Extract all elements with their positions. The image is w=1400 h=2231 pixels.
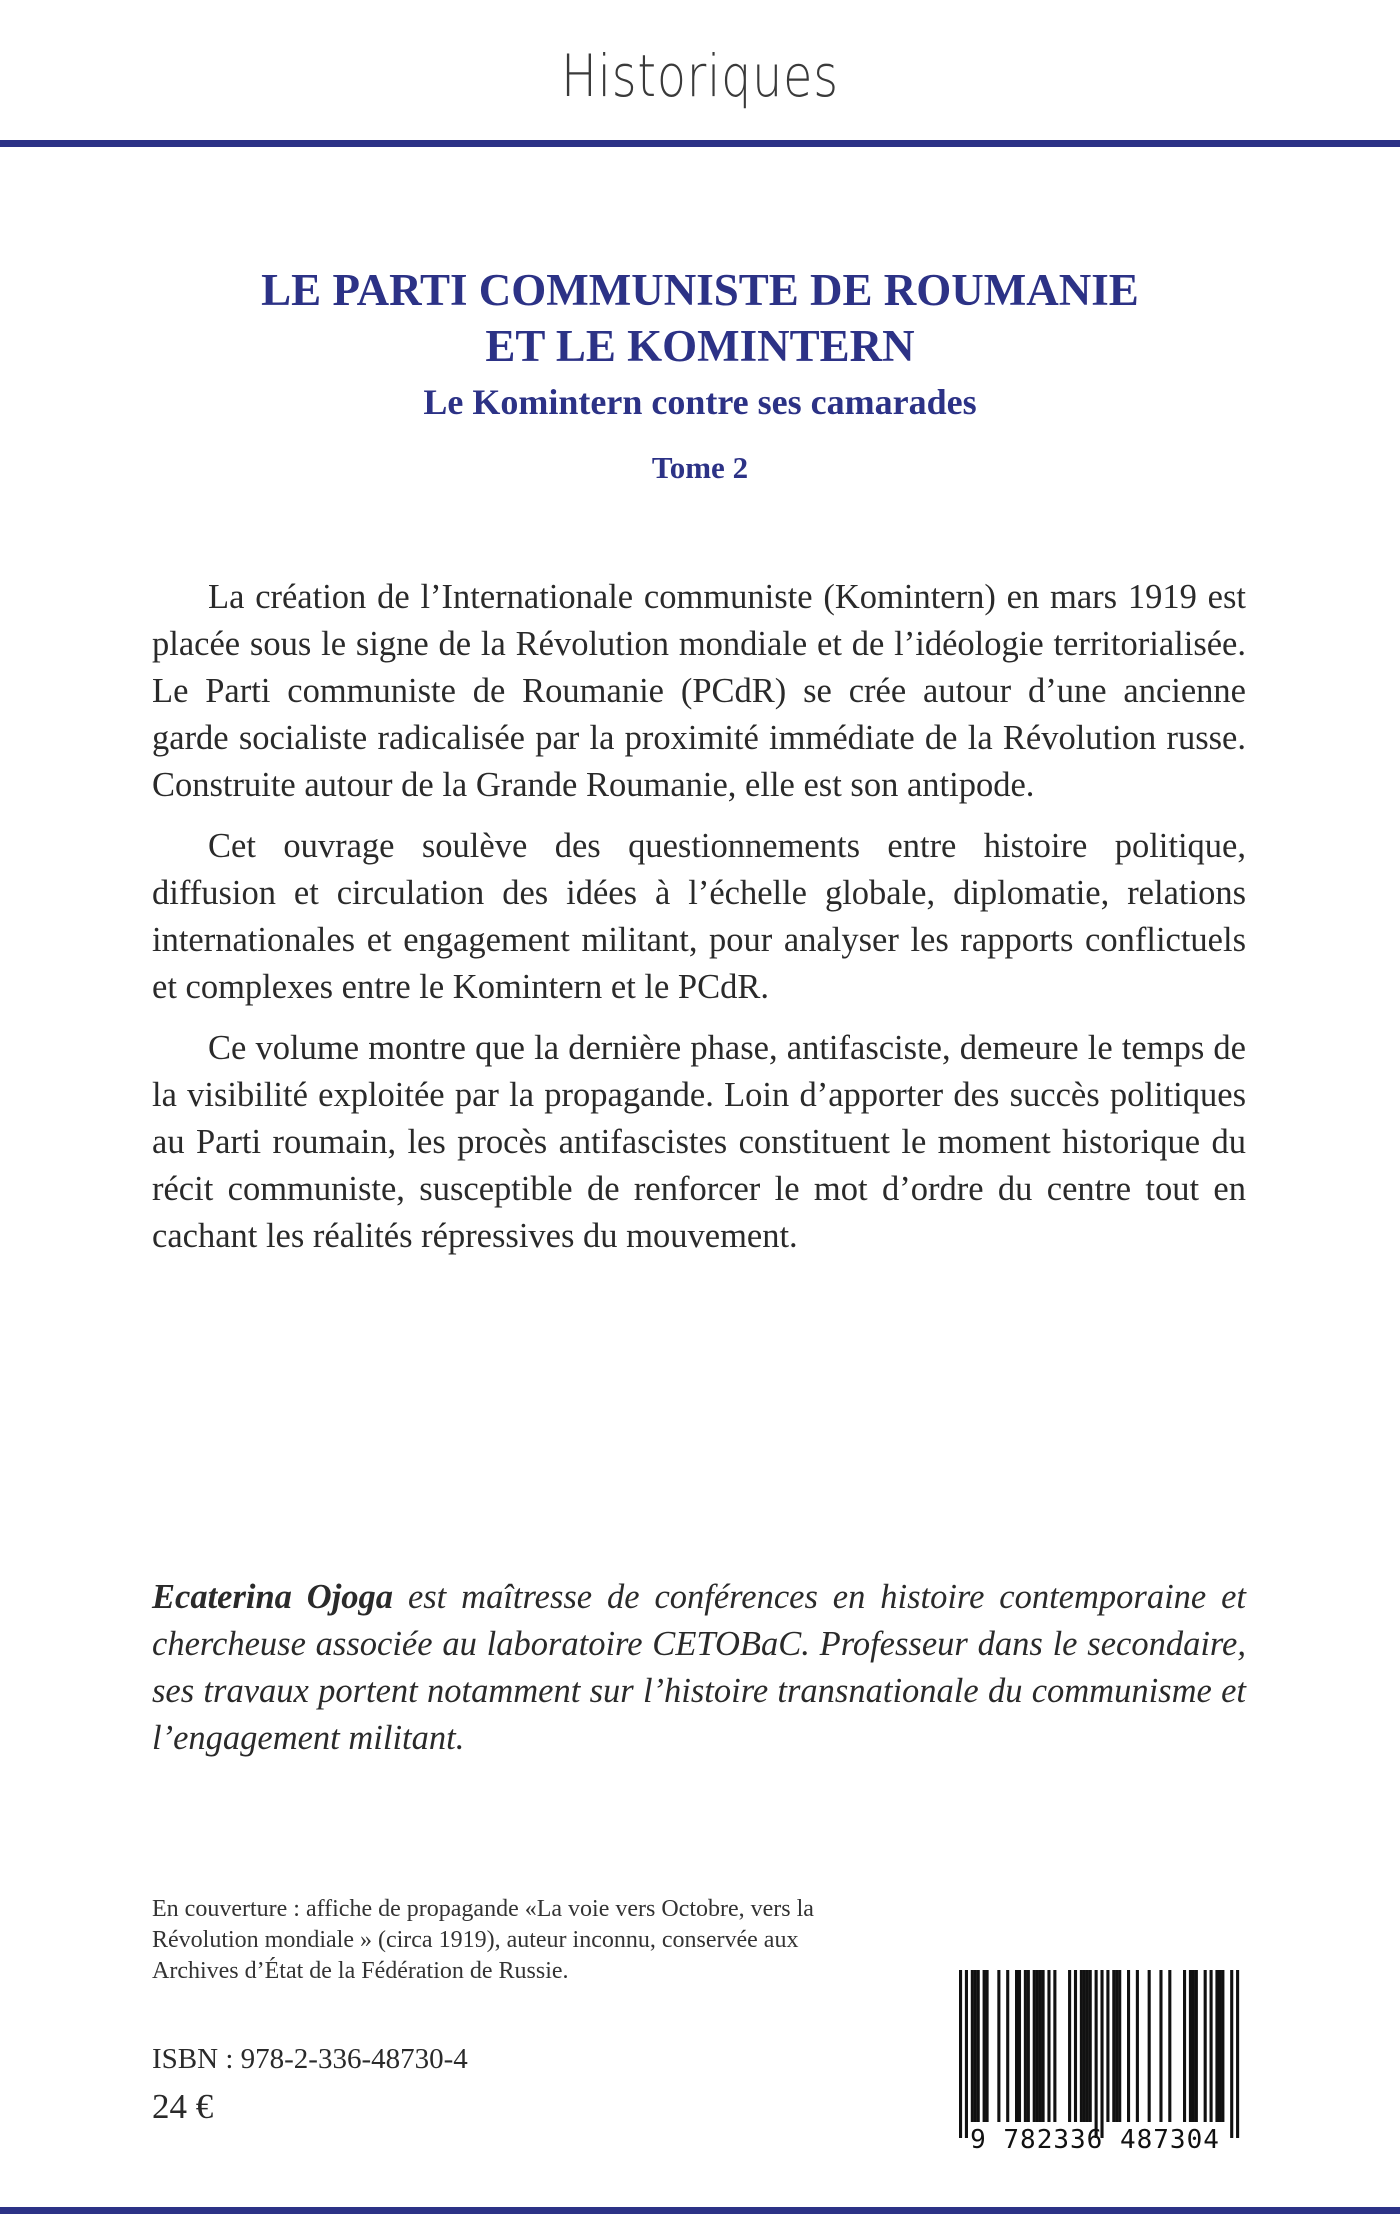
barcode-bar: [1083, 1970, 1086, 2122]
barcode-bar: [965, 1970, 968, 2138]
barcode-bar: [1074, 1970, 1077, 2122]
barcode-bar: [1089, 1970, 1092, 2122]
book-title-line-1: LE PARTI COMMUNISTE DE ROUMANIE: [261, 265, 1139, 315]
barcode-bar: [1095, 1970, 1098, 2138]
barcode-bar: [1192, 1970, 1195, 2122]
barcode-bar: [1047, 1970, 1050, 2122]
isbn: ISBN : 978-2-336-48730-4: [152, 2043, 468, 2075]
barcode-bar: [1221, 1970, 1224, 2122]
barcode-bar: [1042, 1970, 1045, 2122]
price: 24 €: [152, 2087, 214, 2126]
barcode-digits: 9 782336 487304: [970, 2125, 1220, 2155]
barcode-bar: [1189, 1970, 1192, 2122]
barcode-bar: [1100, 1970, 1103, 2138]
title-block: [0, 262, 1400, 488]
barcode-bar: [959, 1970, 962, 2138]
barcode-bar: [1080, 1970, 1083, 2122]
barcode-bar: [983, 1970, 986, 2122]
barcode-bar: [1068, 1970, 1071, 2122]
barcode-bar: [997, 1970, 1000, 2122]
top-rule: [0, 140, 1400, 147]
barcode-bar: [1112, 1970, 1115, 2122]
author-bio: [152, 1574, 1246, 1762]
barcode-bar: [1136, 1970, 1139, 2122]
barcode-bar: [1148, 1970, 1151, 2122]
barcode-bar: [1115, 1970, 1118, 2122]
book-title-line-2: ET LE KOMINTERN: [485, 321, 915, 371]
barcode-bar: [977, 1970, 980, 2122]
barcode-bar: [1024, 1970, 1027, 2122]
barcode-bar: [1215, 1970, 1218, 2122]
volume-label: Tome 2: [651, 450, 749, 485]
barcode-bar: [1218, 1970, 1221, 2122]
barcode-bar: [1053, 1970, 1056, 2122]
barcode-bar: [1006, 1970, 1009, 2122]
cover-credit: En couverture : affiche de propagande «La voie vers Octobre, vers la Révolution mondiale » (circa 1919), auteur inconnu, conservée aux Archives d’État de la Fédération de Russie.: [152, 1896, 814, 1984]
barcode-bar: [1036, 1970, 1039, 2122]
blurb-paragraph: La création de l’Internationale communiste (Komintern) en mars 1919 est placée sous le signe de la Révolution mondiale et de l’idéologie territorialisée. Le Parti communiste de Roumanie (PCdR) se crée autour d’une ancienne garde socialiste radicalisée par la proximité immédiate de la Révolution russe. Construite autour de la Grande Roumanie, elle est son antipode.: [152, 578, 1246, 804]
series-name: Historiques: [561, 42, 839, 110]
barcode-bar: [1027, 1970, 1030, 2122]
barcode-bar: [1159, 1970, 1162, 2122]
barcode-bar: [1118, 1970, 1121, 2122]
barcode-bar: [1195, 1970, 1198, 2122]
barcode-bar: [1127, 1970, 1130, 2122]
blurb-paragraph: Cet ouvrage soulève des questionnements entre histoire politique, diffusion et circulation des idées à l’échelle globale, diplomatie, relations internationales et engagement militant, pour analyser les rapports conflictuels et complexes entre le Komintern et le PCdR.: [152, 827, 1246, 1006]
barcode-bar: [986, 1970, 989, 2122]
blurb: [152, 574, 1246, 1274]
barcode-bar: [1086, 1970, 1089, 2122]
barcode-bar: [1236, 1970, 1239, 2138]
barcode-bar: [971, 1970, 974, 2122]
author-name: Ecaterina Ojoga: [152, 1578, 394, 1616]
barcode-bar: [1168, 1970, 1171, 2122]
author-bio-text: est maîtresse de conférences en histoire contemporaine et chercheuse associée au laboratoire CETOBaC. Professeur dans le secondaire, ses travaux portent notamment sur l’histoire transnationale du communisme et l’engagement militant.: [152, 1578, 1246, 1757]
barcode-bar: [1204, 1970, 1207, 2122]
barcode-bar: [1230, 1970, 1233, 2138]
barcode-bar: [1039, 1970, 1042, 2122]
barcode-bar: [1015, 1970, 1018, 2122]
blurb-paragraph: Ce volume montre que la dernière phase, antifasciste, demeure le temps de la visibilité exploitée par la propagande. Loin d’apporter des succès politiques au Parti roumain, les procès antifascistes constituent le moment historique du récit communiste, susceptible de renforcer le mot d’ordre du centre tout en cachant les réalités répressives du mouvement.: [152, 1029, 1246, 1255]
barcode-bar: [1106, 1970, 1109, 2122]
barcode-bar: [1033, 1970, 1036, 2122]
barcode-bar: [1183, 1970, 1186, 2122]
book-subtitle: Le Komintern contre ses camarades: [423, 382, 977, 422]
barcode-bar: [1210, 1970, 1213, 2122]
bottom-rule: [0, 2207, 1400, 2214]
barcode-bar: [974, 1970, 977, 2122]
barcode-bar: [1018, 1970, 1021, 2122]
